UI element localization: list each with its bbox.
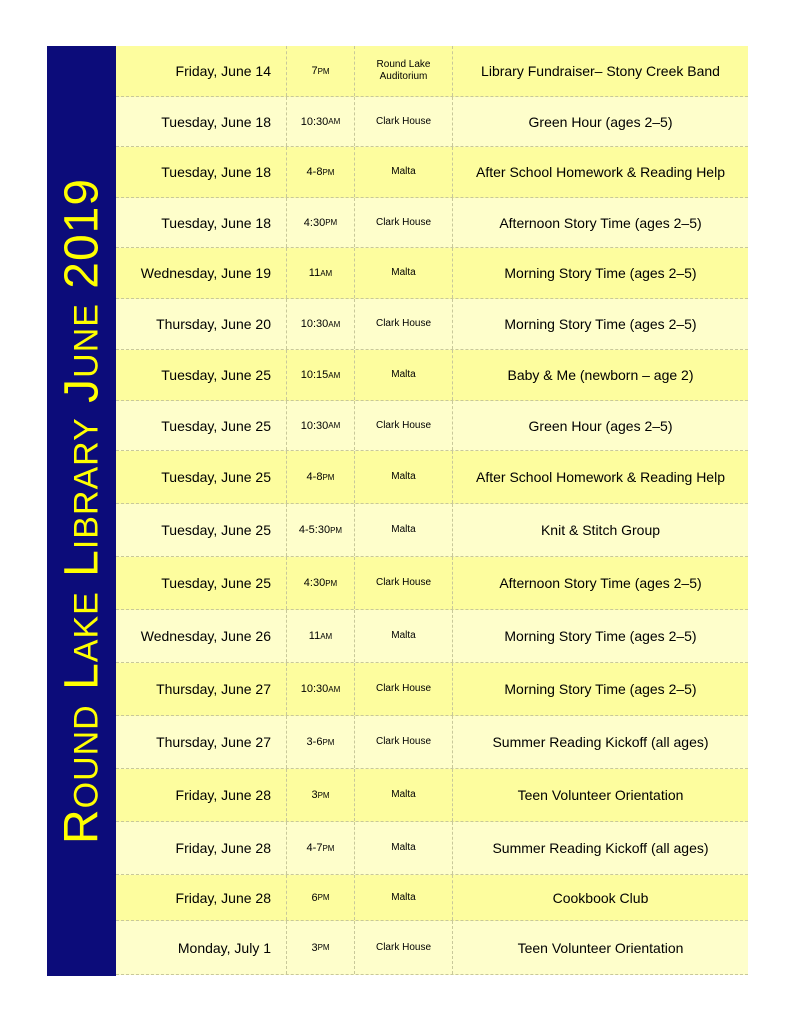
table-row (116, 716, 748, 769)
event-time: 7 PM (287, 46, 355, 96)
event-date: Tuesday, June 25 (116, 451, 287, 503)
event-name: Library Fundraiser– Stony Creek Band (481, 63, 720, 79)
event-date: Tuesday, June 18 (116, 147, 287, 197)
event-name: Green Hour (ages 2–5) (528, 417, 673, 434)
event-location: Round Lake Auditorium (355, 46, 453, 96)
event-time: 10:30 AM (287, 663, 355, 715)
event-location: Clark House (355, 921, 453, 974)
event-name: Teen Volunteer Orientation (517, 787, 684, 803)
event-name: After School Homework & Reading Help (475, 164, 725, 180)
event-time: 10:15 AM (287, 350, 355, 400)
event-time: 3-6 PM (287, 716, 355, 768)
event-location: Clark House (355, 663, 453, 715)
event-location: Malta (355, 610, 453, 662)
event-date: Tuesday, June 25 (116, 401, 287, 450)
table-row (116, 822, 748, 875)
event-time: 4-8 PM (287, 451, 355, 503)
event-location: Malta (355, 822, 453, 874)
event-time: 4-8 PM (287, 147, 355, 197)
table-row (116, 504, 748, 557)
event-location: Malta (355, 451, 453, 503)
event-date: Tuesday, June 18 (116, 198, 287, 247)
event-name: Summer Reading Kickoff (all ages) (492, 734, 709, 750)
table-row (116, 46, 748, 97)
title-sidebar (47, 46, 116, 976)
event-name: After School Homework & Reading Help (475, 469, 725, 485)
event-time: 10:30 AM (287, 97, 355, 146)
page-title: Round Lake Library June 2019 (55, 177, 108, 845)
event-location: Clark House (355, 557, 453, 609)
event-location: Malta (355, 875, 453, 920)
table-row (116, 299, 748, 350)
table-row (116, 557, 748, 610)
event-date: Friday, June 28 (116, 769, 287, 821)
event-date: Friday, June 28 (116, 875, 287, 920)
event-location: Malta (355, 248, 453, 298)
event-date: Tuesday, June 25 (116, 350, 287, 400)
table-row (116, 921, 748, 975)
event-date: Tuesday, June 25 (116, 557, 287, 609)
event-location: Clark House (355, 97, 453, 146)
table-row (116, 97, 748, 147)
event-schedule-table (116, 46, 748, 975)
table-row (116, 350, 748, 401)
event-name: Baby & Me (newborn – age 2) (507, 367, 694, 383)
table-row (116, 875, 748, 921)
event-name: Knit & Stitch Group (540, 522, 661, 538)
event-date: Thursday, June 27 (116, 716, 287, 768)
event-time: 6 PM (287, 875, 355, 920)
event-date: Friday, June 14 (116, 46, 287, 96)
event-time: 3 PM (287, 921, 355, 974)
table-row (116, 248, 748, 299)
event-name: Morning Story Time (ages 2–5) (504, 265, 697, 281)
event-name: Green Hour (ages 2–5) (528, 113, 673, 130)
event-time: 4:30 PM (287, 198, 355, 247)
event-date: Thursday, June 20 (116, 299, 287, 349)
event-time: 10:30 AM (287, 401, 355, 450)
event-name: Morning Story Time (ages 2–5) (504, 316, 697, 332)
event-time: 10:30 AM (287, 299, 355, 349)
event-date: Wednesday, June 26 (116, 610, 287, 662)
event-date: Thursday, June 27 (116, 663, 287, 715)
event-date: Tuesday, June 18 (116, 97, 287, 146)
table-row (116, 147, 748, 198)
event-date: Wednesday, June 19 (116, 248, 287, 298)
event-location: Malta (355, 504, 453, 556)
event-name: Summer Reading Kickoff (all ages) (492, 840, 709, 856)
event-time: 4:30 PM (287, 557, 355, 609)
event-time: 11 AM (287, 248, 355, 298)
event-date: Monday, July 1 (116, 921, 287, 974)
event-time: 4-5:30 PM (287, 504, 355, 556)
event-location: Clark House (355, 401, 453, 450)
event-location: Clark House (355, 198, 453, 247)
table-row (116, 769, 748, 822)
event-name: Afternoon Story Time (ages 2–5) (499, 214, 702, 231)
table-row (116, 198, 748, 248)
event-location: Malta (355, 769, 453, 821)
event-name: Teen Volunteer Orientation (517, 939, 684, 956)
event-location: Malta (355, 350, 453, 400)
event-date: Friday, June 28 (116, 822, 287, 874)
event-name: Morning Story Time (ages 2–5) (504, 681, 697, 697)
table-row (116, 401, 748, 451)
event-name: Cookbook Club (552, 889, 649, 906)
table-row (116, 451, 748, 504)
event-date: Tuesday, June 25 (116, 504, 287, 556)
event-location: Clark House (355, 299, 453, 349)
event-location: Clark House (355, 716, 453, 768)
event-location: Malta (355, 147, 453, 197)
event-time: 11 AM (287, 610, 355, 662)
event-time: 3 PM (287, 769, 355, 821)
event-name: Morning Story Time (ages 2–5) (504, 628, 697, 644)
table-row (116, 663, 748, 716)
event-name: Afternoon Story Time (ages 2–5) (499, 575, 702, 591)
table-row (116, 610, 748, 663)
event-time: 4-7 PM (287, 822, 355, 874)
